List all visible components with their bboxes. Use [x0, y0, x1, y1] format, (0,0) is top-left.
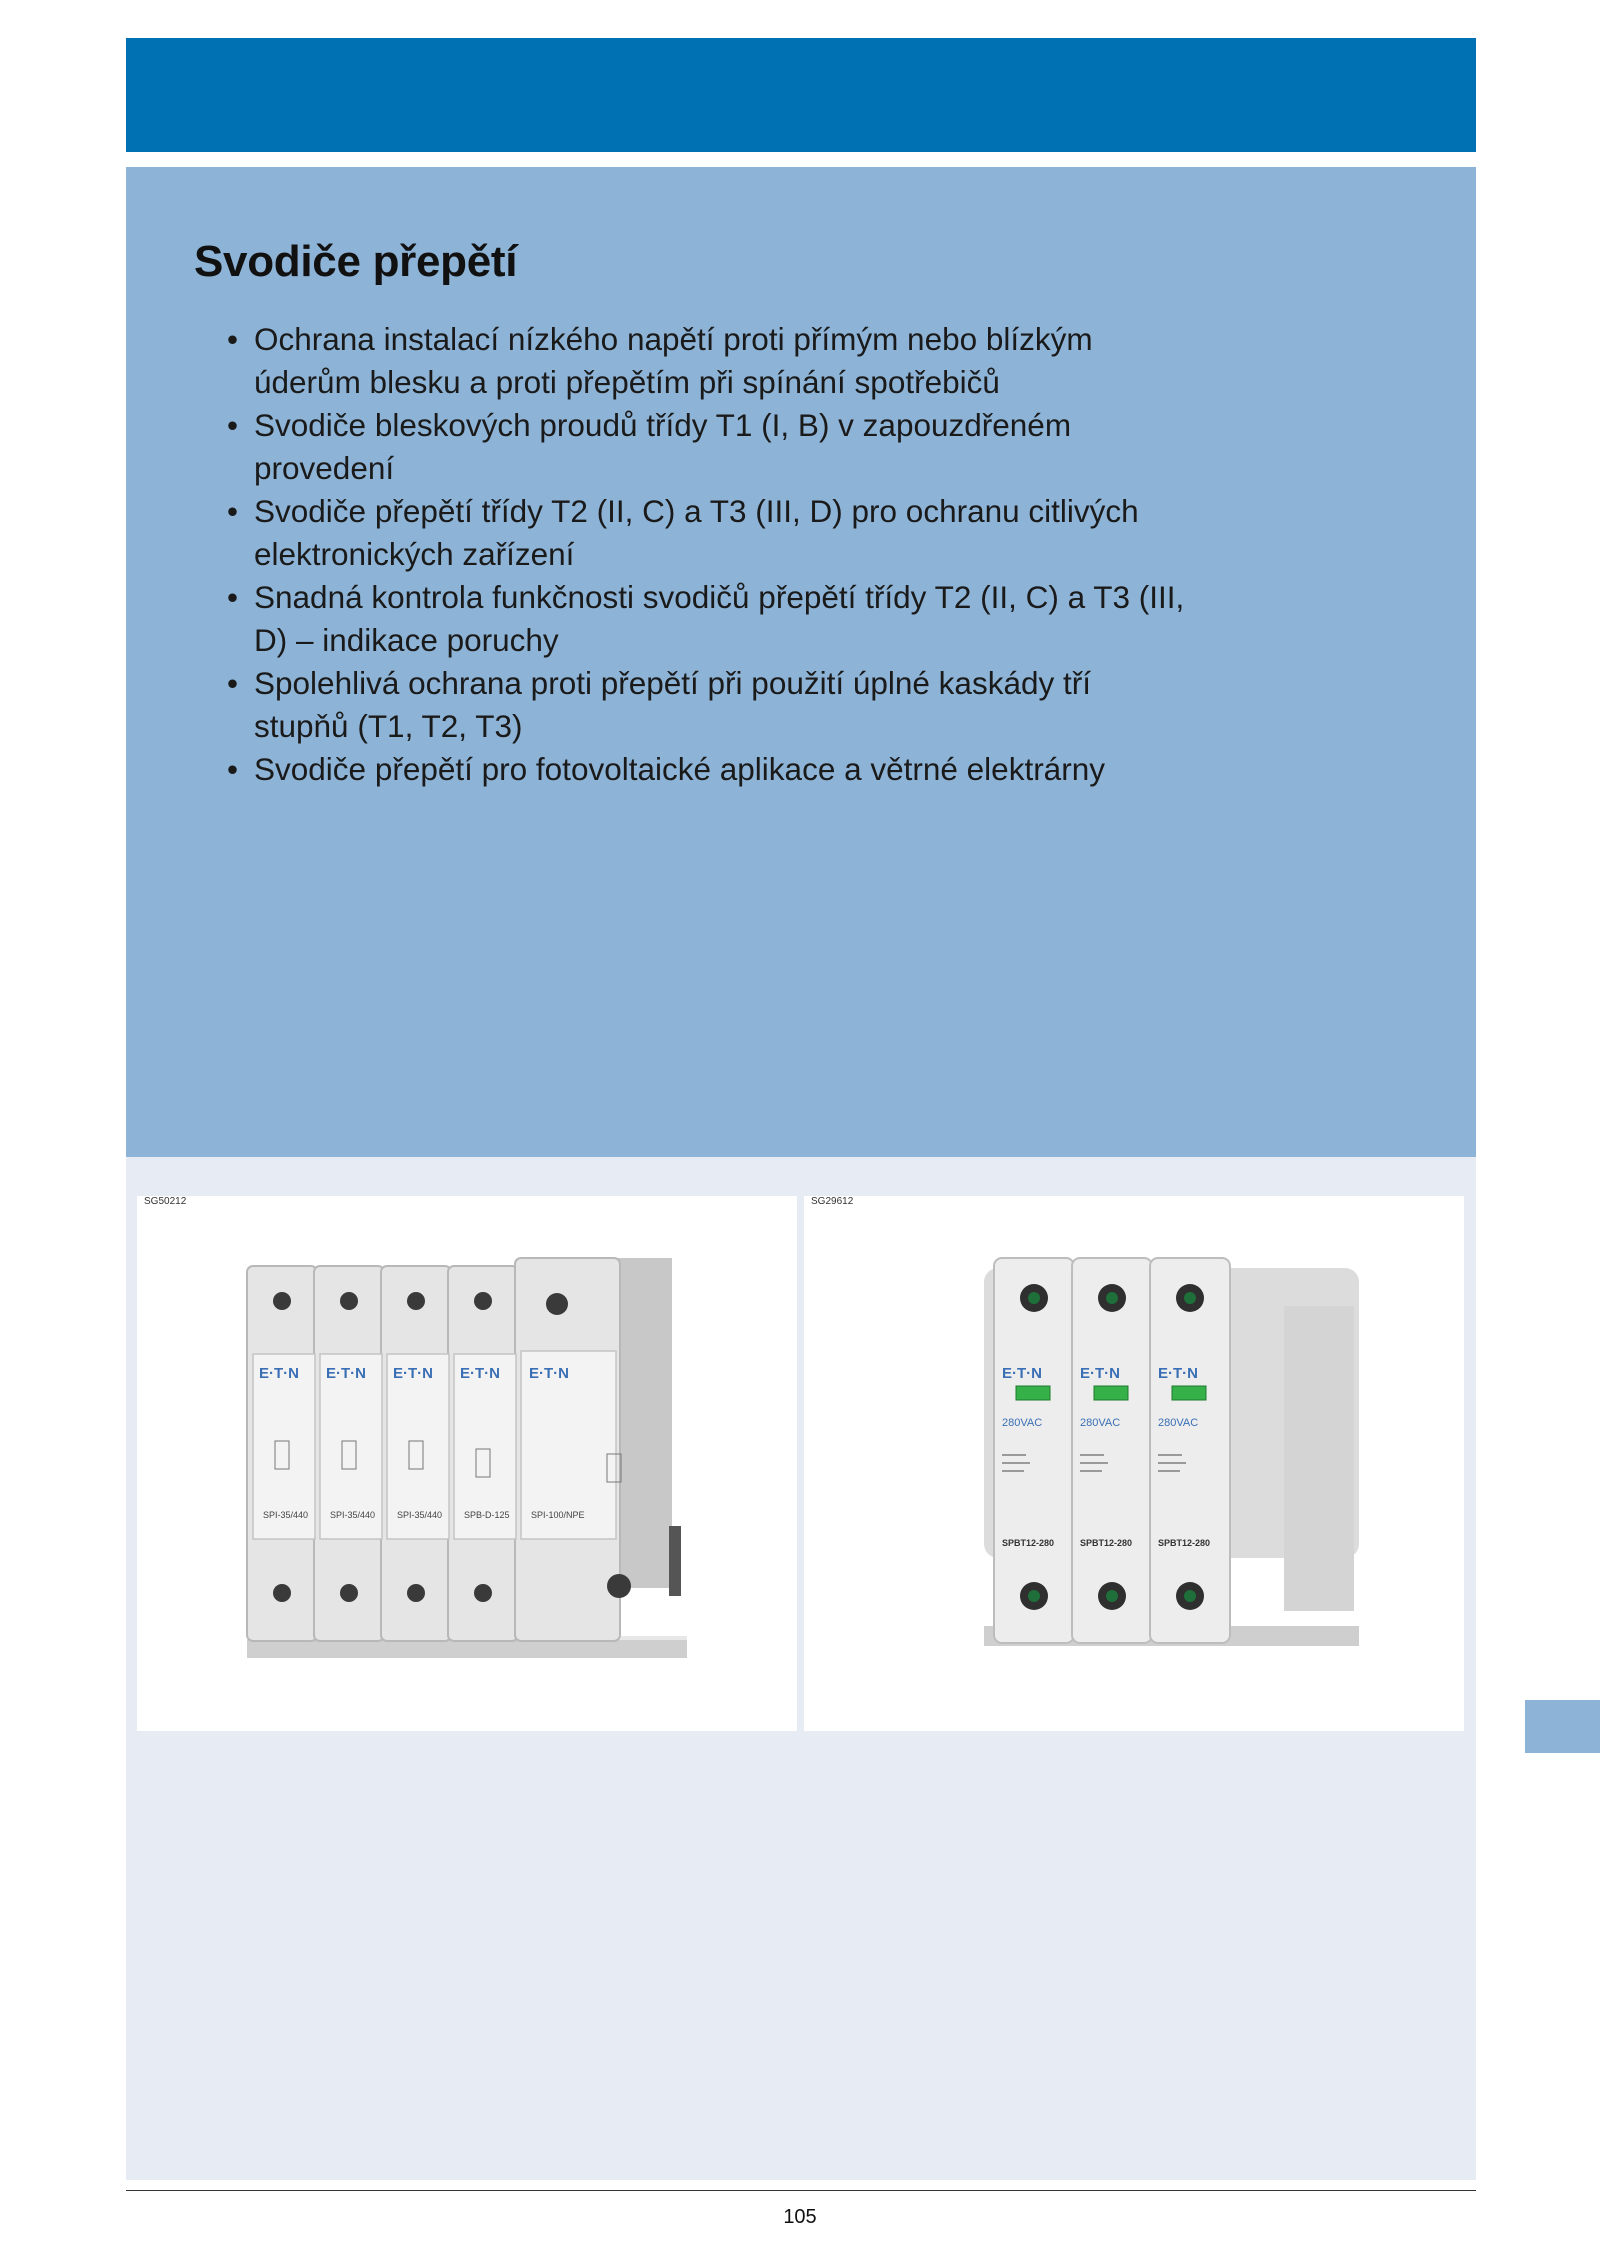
voltage-label: 280VAC: [1158, 1417, 1199, 1429]
brand-mark: E·T·N: [393, 1365, 433, 1382]
module-label: SPI-100/NPE: [531, 1510, 585, 1520]
feature-list: [227, 318, 1187, 791]
feature-item: • Svodiče bleskových proudů třídy T1 (I, B) v zapouzdřeném provedení: [227, 404, 1187, 490]
brand-mark: E·T·N: [1080, 1365, 1120, 1382]
module-label: SPI-35/440: [330, 1510, 376, 1520]
photo-code: SG29612: [811, 1196, 854, 1207]
brand-mark: E·T·N: [1158, 1365, 1198, 1382]
brand-mark: E·T·N: [1002, 1365, 1042, 1382]
chapter-side-tab: [1525, 1700, 1600, 1753]
surge-arrester-5-module-image: [137, 1196, 797, 1731]
brand-mark: E·T·N: [529, 1365, 569, 1382]
module-label: SPBT12-280: [1002, 1538, 1055, 1548]
feature-item: • Svodiče přepětí pro fotovoltaické aplikace a větrné elektrárny: [227, 748, 1187, 791]
surge-arrester-3-module-image: [804, 1196, 1464, 1731]
voltage-label: 280VAC: [1080, 1417, 1121, 1429]
brand-mark: E·T·N: [460, 1365, 500, 1382]
photo-code: SG50212: [144, 1196, 187, 1207]
product-photo-right: [804, 1196, 1464, 1731]
feature-item: • Ochrana instalací nízkého napětí proti přímým nebo blízkým úderům blesku a proti přepětím při spínání spotřebičů: [227, 318, 1187, 404]
module-label: SPBT12-280: [1158, 1538, 1211, 1548]
module-label: SPI-35/440: [263, 1510, 309, 1520]
top-color-bar: [126, 38, 1476, 152]
feature-item: • Snadná kontrola funkčnosti svodičů přepětí třídy T2 (II, C) a T3 (III, D) – indikace poruchy: [227, 576, 1187, 662]
feature-item: • Svodiče přepětí třídy T2 (II, C) a T3 (III, D) pro ochranu citlivých elektronických zařízení: [227, 490, 1187, 576]
module-label: SPBT12-280: [1080, 1538, 1133, 1548]
footer-divider: [126, 2190, 1476, 2191]
page-title: Svodiče přepětí: [194, 237, 518, 286]
product-photo-left: [137, 1196, 797, 1731]
page-number: 105: [783, 2206, 817, 2228]
brand-mark: E·T·N: [259, 1365, 299, 1382]
module-label: SPI-35/440: [397, 1510, 443, 1520]
voltage-label: 280VAC: [1002, 1417, 1043, 1429]
module-label: SPB-D-125: [464, 1510, 510, 1520]
feature-item: • Spolehlivá ochrana proti přepětí při použití úplné kaskády tří stupňů (T1, T2, T3): [227, 662, 1187, 748]
brand-mark: E·T·N: [326, 1365, 366, 1382]
